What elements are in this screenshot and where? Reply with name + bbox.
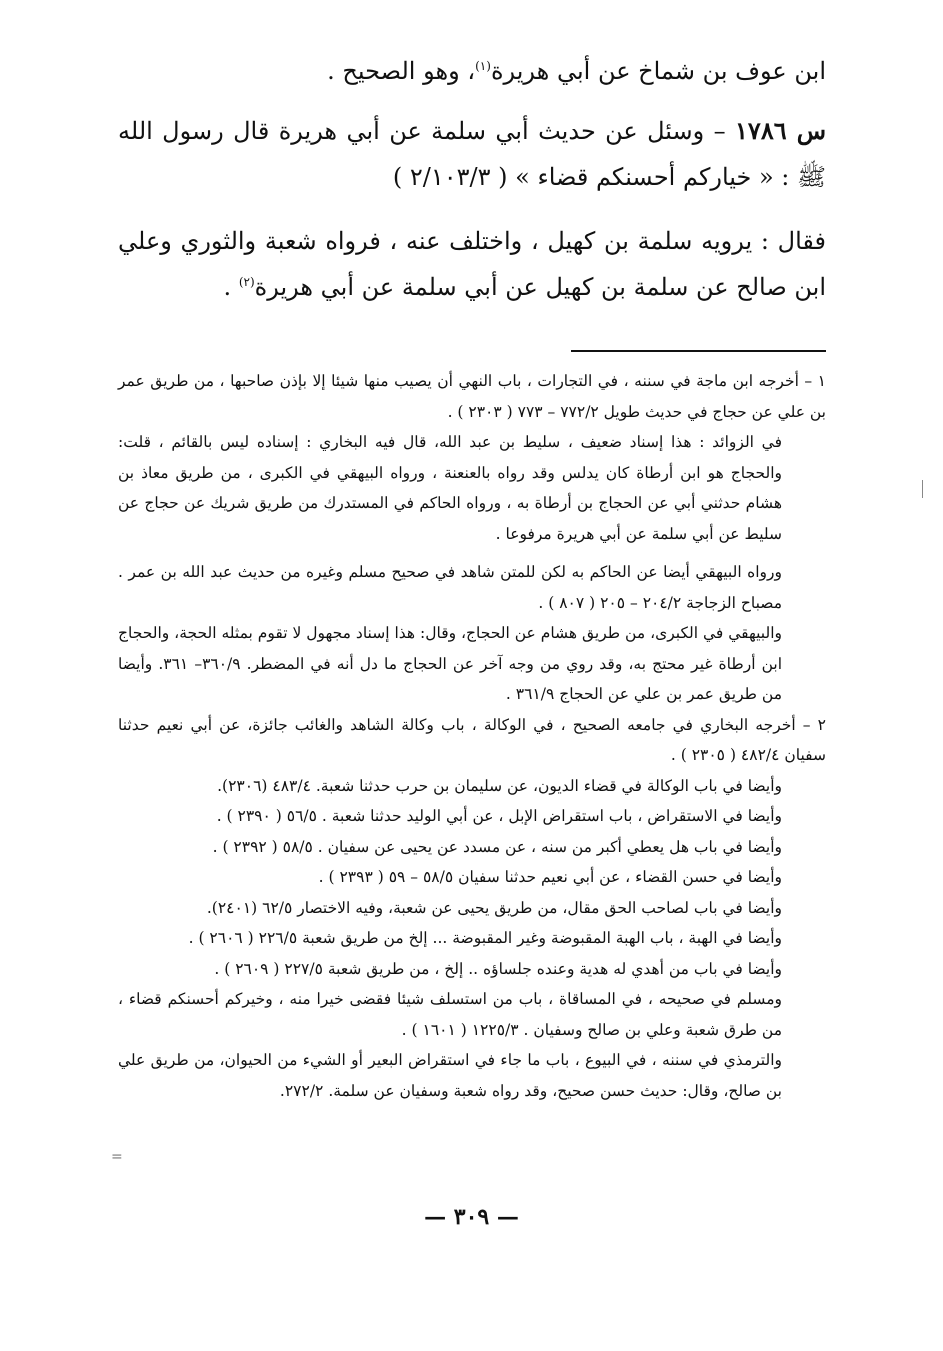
footnote-separator — [571, 350, 826, 352]
footnote-2-para: ومسلم في صحيحه ، في المساقاة ، باب من استسلف شيئا فقضى خيرا منه ، وخيركم أحسنكم قضاء ، من طرق شعبة وعلي بن صالح وسفيان . ١٢٢٥/٣ ( ١٦٠١ ) . — [118, 990, 782, 1039]
answer-end: . — [223, 273, 239, 301]
question-text: – وسئل عن حديث أبي سلمة عن أبي هريرة قال رسول الله ﷺ : « خياركم أحسنكم قضاء » ( ٢/١٠٣/٣ ) — [118, 117, 826, 191]
question-number: س ١٧٨٦ — [735, 116, 826, 145]
answer — [118, 218, 826, 310]
margin-mark: = — [111, 1149, 123, 1165]
opening-text: ابن عوف بن شماخ عن أبي هريرة — [490, 57, 826, 85]
footnote-ref-2[interactable]: (٢) — [238, 275, 255, 289]
footnote-2-para: وأيضا في باب من أهدي له هدية وعنده جلساؤه .. إلخ ، من طريق شعبة ٢٢٧/٥ ( ٢٦٠٩ ) . — [214, 959, 782, 978]
footnote-1-para: في الزوائد : هذا إسناد ضعيف ، سليط بن عبد الله، قال فيه البخاري : إسناده ليس بالقائم ، قلت: والحجاج هو ابن أرطاة كان يدلس وقد رواه بالعنعنة ، ورواه البيهقي في الكبرى ، من طريق معاذ بن هشام حدثني أبي عن الحجاج بن أرطاة به ، ورواه الحاكم في المستدرك من طريق شريك عن حجاج عن سليط عن أبي سلمة عن أبي هريرة مرفوعا . — [118, 433, 782, 543]
footnote-ref-1[interactable]: (١) — [475, 59, 491, 73]
footnote-2-para: وأيضا في الاستقراض ، باب استقراض الإبل ، عن أبي الوليد حدثنا شعبة . ٥٦/٥ ( ٢٣٩٠ ) . — [216, 807, 782, 825]
footnotes — [118, 366, 826, 1106]
footnote-1: ١ – أخرجه ابن ماجة في سننه ، في التجارات ، باب النهي أن يصيب منها شيئا إلا بإذن صاحبها ، من طريق عمر بن علي عن حجاج في حديث طويل ٧٧٢/٢ – ٧٧٣ ( ٢٣٠٣ ) . — [118, 372, 826, 421]
footnote-2: ٢ – أخرجه البخاري في جامعه الصحيح ، في الوكالة ، باب وكالة الشاهد والغائب جائزة، عن أبي نعيم حدثنا سفيان ٤٨٢/٤ ( ٢٣٠٥ ) . — [118, 715, 826, 764]
footnote-2-para: وأيضا في حسن القضاء ، عن أبي نعيم حدثنا سفيان ٥٨/٥ – ٥٩ ( ٢٣٩٣ ) . — [318, 868, 782, 886]
question — [118, 108, 826, 200]
page-number: — ٣٠٩ — — [424, 1204, 519, 1230]
footnote-2-para: وأيضا في باب لصاحب الحق مقال، من طريق يحيى عن شعبة، وفيه الاختصار ٦٢/٥ (٢٤٠١). — [206, 898, 782, 917]
footnote-1-para: والبيهقي في الكبرى، من طريق هشام عن الحجاج، وقال: هذا إسناد مجهول لا تقوم بمثله الحجة، والحجاج ابن أرطاة غير محتج به، وقد روي من وجه آخر عن الحجاج ما دل أنه في المضطر. ٣٦٠/٩– ٣٦١. وأيضا من طريق عمر بن علي عن الحجاج ٣٦١/٩ . — [118, 624, 783, 703]
footnote-2-para: والترمذي في سننه ، في البيوع ، باب ما جاء في استقراض البعير أو الشيء من الحيوان، من طريق علي بن صالح، وقال: حديث حسن صحيح، وقد رواه شعبة وسفيان عن سلمة. ٢٧٢/٢. — [118, 1051, 782, 1100]
main-text — [118, 48, 826, 310]
footnote-2-para: وأيضا في باب الوكالة في قضاء الديون، عن سليمان بن حرب حدثنا شعبة. ٤٨٣/٤ (٢٣٠٦). — [217, 776, 782, 795]
page-body — [118, 48, 826, 1106]
answer-text: فقال : يرويه سلمة بن كهيل ، واختلف عنه ، فرواه شعبة والثوري وعلي ابن صالح عن سلمة بن كهيل عن أبي سلمة عن أبي هريرة — [118, 227, 826, 301]
footnote-2-para: وأيضا في باب هل يعطي أكبر من سنه ، عن مسدد عن يحيى عن سفيان . ٥٨/٥ ( ٢٣٩٢ ) . — [212, 837, 782, 856]
footnote-2-para: وأيضا في الهبة ، باب الهبة المقبوضة وغير المقبوضة ... إلخ من طريق شعبة ٢٢٦/٥ ( ٢٦٠٦ ) . — [188, 929, 782, 947]
footnote-1-para: ورواه البيهقي أيضا عن الحاكم به لكن للمتن شاهد في صحيح مسلم وغيره من حديث عبد الله بن عمر . مصباح الزجاجة ٢٠٤/٢ – ٢٠٥ ( ٨٠٧ ) . — [118, 563, 782, 612]
opening-line — [118, 48, 826, 94]
opening-end: ، وهو الصحيح . — [327, 57, 476, 85]
scan-mark — [922, 480, 923, 498]
